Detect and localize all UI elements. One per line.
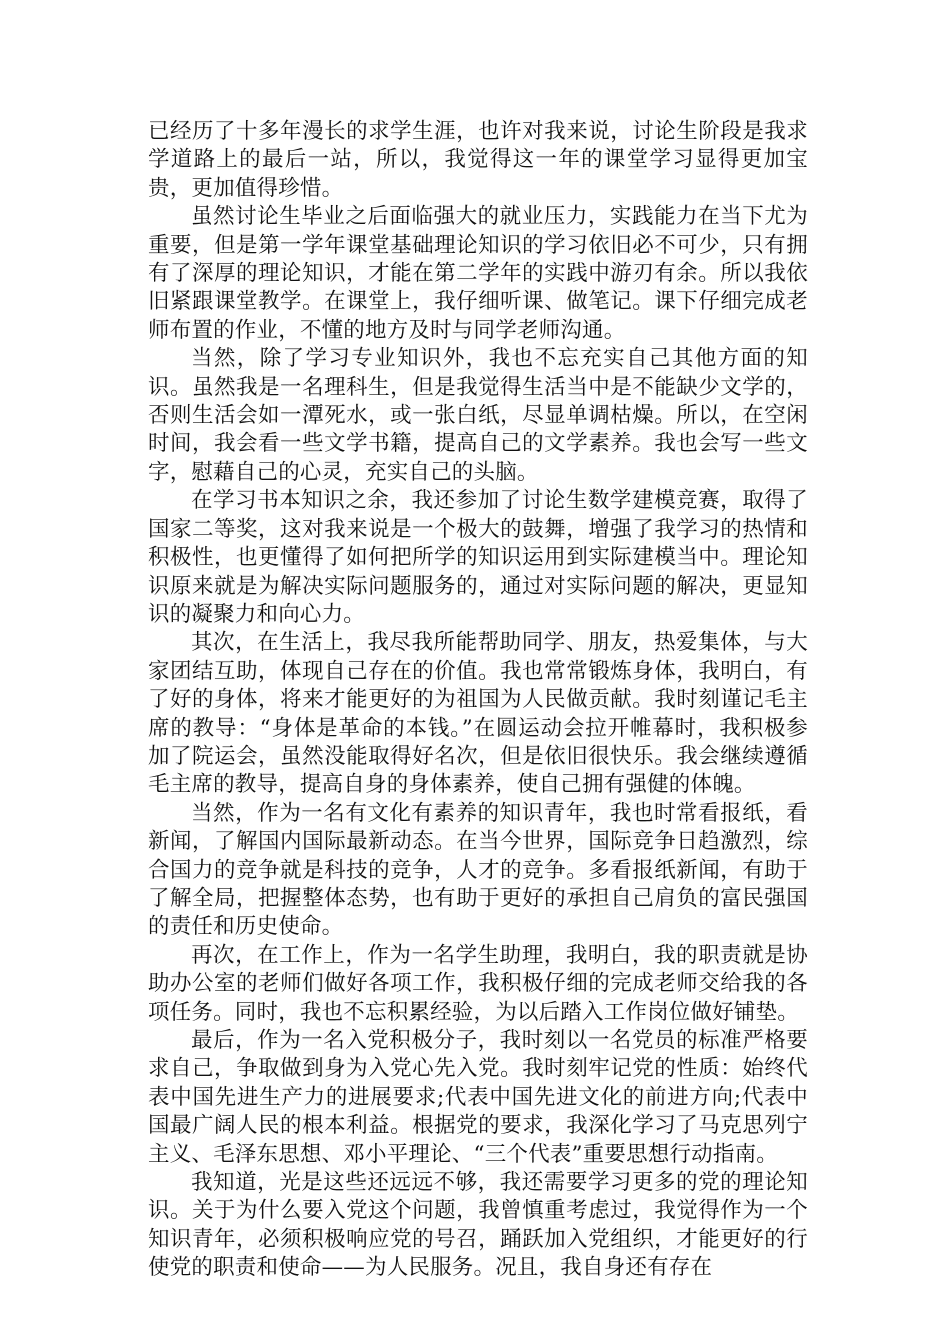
paragraph-4: 在学习书本知识之余，我还参加了讨论生数学建模竞赛，取得了国家二等奖，这对我来说是一个极大的鼓舞，增强了我学习的热情和积极性，也更懂得了如何把所学的知识运用到实际建模当中。理论知识原来就是为解决实际问题服务的，通过对实际问题的解决，更显知识的凝聚力和向心力。 <box>148 488 808 627</box>
paragraph-9: 我知道，光是这些还远远不够，我还需要学习更多的党的理论知识。关于为什么要入党这个问题，我曾慎重考虑过，我觉得作为一个知识青年，必须积极响应党的号召，踊跃加入党组织，才能更好的行使党的职责和使命——为人民服务。况且，我自身还有存在 <box>148 1170 808 1281</box>
paragraph-7: 再次，在工作上，作为一名学生助理，我明白，我的职责就是协助办公室的老师们做好各项工作，我积极仔细的完成老师交给我的各项任务。同时，我也不忘积累经验，为以后踏入工作岗位做好铺垫。 <box>148 942 808 1025</box>
document-body <box>148 118 808 1283</box>
paragraph-6: 当然，作为一名有文化有素养的知识青年，我也时常看报纸，看新闻，了解国内国际最新动态。在当今世界，国际竞争日趋激烈，综合国力的竞争就是科技的竞争，人才的竞争。多看报纸新闻，有助于了解全局，把握整体态势，也有助于更好的承担自己肩负的富民强国的责任和历史使命。 <box>148 800 808 940</box>
paragraph-1: 已经历了十多年漫长的求学生涯，也许对我来说，讨论生阶段是我求学道路上的最后一站，所以，我觉得这一年的课堂学习显得更加宝贵，更加值得珍惜。 <box>148 119 808 201</box>
paragraph-2: 虽然讨论生毕业之后面临强大的就业压力，实践能力在当下尤为重要，但是第一学年课堂基础理论知识的学习依旧必不可少，只有拥有了深厚的理论知识，才能在第二学年的实践中游刃有余。所以我依旧紧跟课堂教学。在课堂上，我仔细听课、做笔记。课下仔细完成老师布置的作业，不懂的地方及时与同学老师沟通。 <box>148 204 808 343</box>
paragraph-3: 当然，除了学习专业知识外，我也不忘充实自己其他方面的知识。虽然我是一名理科生，但是我觉得生活当中是不能缺少文学的，否则生活会如一潭死水，或一张白纸，尽显单调枯燥。所以，在空闲时间，我会看一些文学书籍，提高自己的文学素养。我也会写一些文字，慰藉自己的心灵，充实自己的头脑。 <box>148 346 808 485</box>
paragraph-8: 最后，作为一名入党积极分子，我时刻以一名党员的标准严格要求自己，争取做到身为入党心先入党。我时刻牢记党的性质：始终代表中国先进生产力的进展要求;代表中国先进文化的前进方向;代表中国最广阔人民的根本利益。根据党的要求，我深化学习了马克思列宁主义、毛泽东思想、邓小平理论、“三个代表”重要思想行动指南。 <box>148 1028 808 1167</box>
paragraph-5: 其次，在生活上，我尽我所能帮助同学、朋友，热爱集体，与大家团结互助，体现自己存在的价值。我也常常锻炼身体，我明白，有了好的身体，将来才能更好的为祖国为人民做贡献。我时刻谨记毛主席的教导：“身体是革命的本钱。”在圆运动会拉开帷幕时，我积极参加了院运会，虽然没能取得好名次，但是依旧很快乐。我会继续遵循毛主席的教导，提高自身的身体素养，使自己拥有强健的体魄。 <box>148 630 808 798</box>
